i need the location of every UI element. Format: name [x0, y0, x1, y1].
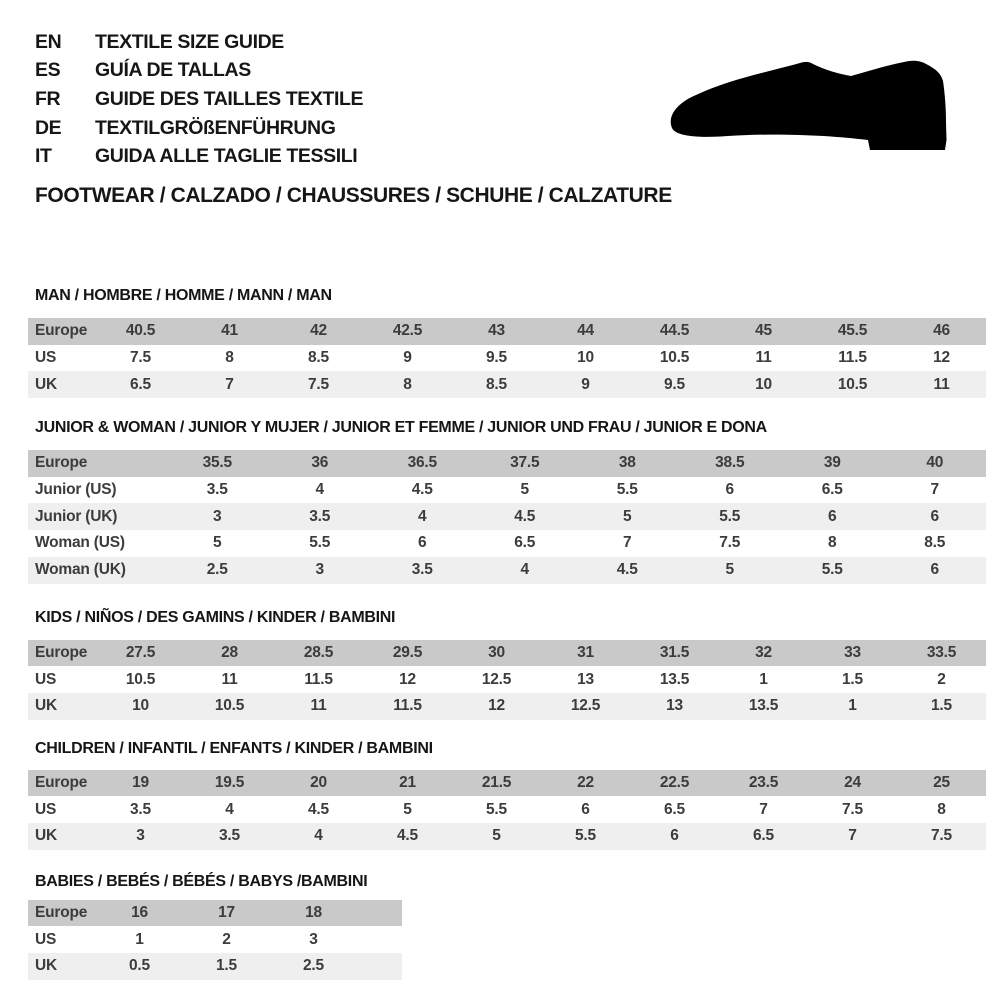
- size-cell: 5: [213, 534, 222, 552]
- size-cell: 3: [309, 930, 318, 948]
- row-label: US: [35, 670, 57, 688]
- row-label: Europe: [35, 903, 88, 921]
- size-cell: 1: [759, 670, 768, 688]
- size-cell: 27.5: [125, 643, 156, 661]
- size-cell: 5.5: [616, 481, 638, 499]
- size-row: [28, 666, 986, 693]
- size-section: [0, 286, 1000, 398]
- size-row: [28, 900, 402, 927]
- size-cell: 2: [222, 930, 231, 948]
- size-cell: 1.5: [216, 957, 237, 975]
- size-cell: 6: [670, 827, 679, 845]
- size-table: [28, 640, 986, 720]
- size-cell: 4: [314, 827, 323, 845]
- row-label: Woman (US): [35, 534, 125, 552]
- size-row: [28, 796, 986, 823]
- size-cell: 3.5: [411, 561, 433, 579]
- size-cell: 5: [623, 507, 632, 525]
- size-cell: 9.5: [664, 375, 685, 393]
- size-cell: 35.5: [202, 454, 232, 472]
- size-row: [28, 318, 986, 345]
- size-cell: 40.5: [125, 322, 156, 340]
- section-title: JUNIOR & WOMAN / JUNIOR Y MUJER / JUNIOR ET FEMME / JUNIOR UND FRAU / JUNIOR E DONA: [35, 419, 767, 437]
- row-label: US: [35, 349, 57, 367]
- row-label: Europe: [35, 454, 88, 472]
- size-cell: 4.5: [411, 481, 433, 499]
- size-cell: 28: [221, 643, 238, 661]
- size-cell: 6: [930, 507, 939, 525]
- size-table: [28, 770, 986, 850]
- size-cell: 40: [926, 454, 944, 472]
- size-cell: 8.5: [486, 375, 507, 393]
- size-cell: 32: [755, 643, 772, 661]
- size-cell: 0.5: [129, 957, 150, 975]
- size-cell: 13: [666, 697, 683, 715]
- language-code: IT: [35, 145, 52, 168]
- row-label: Europe: [35, 643, 88, 661]
- language-code: FR: [35, 87, 61, 110]
- size-cell: 31: [577, 643, 594, 661]
- size-cell: 36: [311, 454, 329, 472]
- size-cell: 10: [755, 375, 772, 393]
- language-title: GUÍA DE TALLAS: [95, 59, 251, 82]
- size-cell: 20: [310, 773, 327, 791]
- size-cell: 33.5: [926, 643, 957, 661]
- size-table: [28, 318, 986, 398]
- size-section: [0, 872, 1000, 980]
- size-cell: 10.5: [837, 375, 868, 393]
- size-cell: 6.5: [130, 375, 151, 393]
- size-cell: 5.5: [309, 534, 331, 552]
- size-cell: 29.5: [392, 643, 423, 661]
- size-cell: 6: [581, 800, 590, 818]
- size-row: [28, 640, 986, 667]
- size-section: [0, 739, 1000, 850]
- size-cell: 5: [725, 561, 734, 579]
- size-cell: 5.5: [486, 800, 507, 818]
- size-cell: 2.5: [206, 561, 228, 579]
- row-label: UK: [35, 375, 57, 393]
- spacer-cell: [357, 953, 402, 980]
- size-cell: 43: [488, 322, 505, 340]
- size-cell: 13.5: [748, 697, 779, 715]
- size-cell: 42.5: [392, 322, 423, 340]
- row-label: UK: [35, 957, 57, 975]
- size-cell: 10.5: [125, 670, 156, 688]
- size-cell: 8: [403, 375, 412, 393]
- size-cell: 8.5: [308, 349, 329, 367]
- size-cell: 3.5: [130, 800, 151, 818]
- size-cell: 23.5: [748, 773, 779, 791]
- section-title: BABIES / BEBÉS / BÉBÉS / BABYS /BAMBINI: [35, 872, 368, 890]
- size-cell: 7.5: [719, 534, 741, 552]
- size-cell: 19.5: [214, 773, 245, 791]
- size-row: [28, 345, 986, 372]
- size-row: [28, 530, 986, 557]
- size-cell: 22.5: [659, 773, 690, 791]
- size-cell: 31.5: [659, 643, 690, 661]
- size-cell: 6.5: [514, 534, 536, 552]
- row-label: US: [35, 930, 57, 948]
- size-cell: 5: [520, 481, 529, 499]
- size-cell: 5: [492, 827, 501, 845]
- size-cell: 3.5: [206, 481, 228, 499]
- size-cell: 19: [132, 773, 149, 791]
- size-row: [28, 450, 986, 477]
- size-cell: 38: [618, 454, 636, 472]
- size-cell: 45: [755, 322, 772, 340]
- size-cell: 11: [933, 375, 950, 393]
- language-title: TEXTILE SIZE GUIDE: [95, 30, 284, 53]
- language-title: GUIDE DES TAILLES TEXTILE: [95, 87, 364, 110]
- size-cell: 9: [581, 375, 590, 393]
- size-cell: 2: [937, 670, 946, 688]
- size-cell: 17: [218, 903, 235, 921]
- size-cell: 46: [933, 322, 950, 340]
- size-cell: 3.5: [219, 827, 240, 845]
- size-row: [28, 477, 986, 504]
- row-label: Europe: [35, 322, 88, 340]
- category-title: FOOTWEAR / CALZADO / CHAUSSURES / SCHUHE / CALZATURE: [35, 184, 672, 207]
- size-cell: 10.5: [214, 697, 245, 715]
- size-cell: 10.5: [659, 349, 690, 367]
- size-cell: 4: [225, 800, 234, 818]
- size-cell: 11.5: [304, 670, 333, 688]
- size-cell: 2.5: [303, 957, 324, 975]
- size-cell: 6.5: [664, 800, 685, 818]
- row-label: Junior (US): [35, 481, 117, 499]
- section-title: KIDS / NIÑOS / DES GAMINS / KINDER / BAMBINI: [35, 608, 396, 626]
- size-row: [28, 953, 402, 980]
- size-cell: 18: [305, 903, 322, 921]
- size-cell: 6: [418, 534, 427, 552]
- size-cell: 10: [132, 697, 149, 715]
- size-cell: 12.5: [481, 670, 512, 688]
- size-cell: 7.5: [842, 800, 863, 818]
- size-cell: 4.5: [514, 507, 536, 525]
- size-cell: 39: [823, 454, 841, 472]
- size-cell: 13.5: [659, 670, 690, 688]
- size-cell: 11: [310, 697, 327, 715]
- size-cell: 7.5: [931, 827, 952, 845]
- size-table: [28, 450, 986, 583]
- size-cell: 24: [844, 773, 861, 791]
- size-cell: 16: [131, 903, 148, 921]
- size-cell: 42: [310, 322, 327, 340]
- size-cell: 4: [520, 561, 529, 579]
- size-cell: 11.5: [393, 697, 422, 715]
- section-title: MAN / HOMBRE / HOMME / MANN / MAN: [35, 287, 332, 304]
- size-cell: 8: [828, 534, 837, 552]
- row-label: Europe: [35, 773, 88, 791]
- size-cell: 3: [136, 827, 145, 845]
- section-title: CHILDREN / INFANTIL / ENFANTS / KINDER / BAMBINI: [35, 739, 433, 757]
- size-cell: 12.5: [570, 697, 601, 715]
- size-cell: 1: [848, 697, 857, 715]
- row-label: Woman (UK): [35, 561, 126, 579]
- size-cell: 12: [399, 670, 416, 688]
- size-cell: 44.5: [659, 322, 690, 340]
- size-cell: 10: [577, 349, 594, 367]
- size-cell: 45.5: [837, 322, 868, 340]
- size-cell: 22: [577, 773, 594, 791]
- size-cell: 8: [937, 800, 946, 818]
- size-section: [0, 608, 1000, 720]
- size-cell: 8.5: [924, 534, 946, 552]
- size-row: [28, 371, 986, 398]
- size-cell: 38.5: [715, 454, 745, 472]
- size-cell: 8: [225, 349, 234, 367]
- size-cell: 12: [933, 349, 950, 367]
- size-cell: 3: [213, 507, 222, 525]
- language-code: EN: [35, 30, 62, 53]
- size-cell: 33: [844, 643, 861, 661]
- size-cell: 6: [828, 507, 837, 525]
- size-cell: 4.5: [308, 800, 329, 818]
- size-cell: 4: [315, 481, 324, 499]
- row-label: US: [35, 800, 57, 818]
- size-cell: 4.5: [616, 561, 638, 579]
- size-cell: 7: [759, 800, 768, 818]
- spacer-cell: [357, 926, 402, 953]
- row-label: Junior (UK): [35, 507, 118, 525]
- size-cell: 5: [403, 800, 412, 818]
- size-cell: 1.5: [842, 670, 863, 688]
- size-table: [28, 900, 402, 980]
- size-cell: 5.5: [821, 561, 843, 579]
- size-section: [0, 418, 1000, 583]
- language-title: GUIDA ALLE TAGLIE TESSILI: [95, 145, 358, 168]
- size-cell: 5.5: [575, 827, 596, 845]
- size-row: [28, 926, 402, 953]
- size-cell: 9.5: [486, 349, 507, 367]
- size-row: [28, 770, 986, 797]
- size-cell: 3.5: [309, 507, 331, 525]
- size-cell: 7.5: [308, 375, 329, 393]
- size-cell: 6: [725, 481, 734, 499]
- size-cell: 7: [623, 534, 632, 552]
- size-cell: 12: [488, 697, 505, 715]
- size-cell: 4.5: [397, 827, 418, 845]
- size-cell: 6: [930, 561, 939, 579]
- size-cell: 3: [315, 561, 324, 579]
- size-row: [28, 557, 986, 584]
- size-cell: 7: [930, 481, 939, 499]
- size-cell: 9: [403, 349, 412, 367]
- size-cell: 1: [135, 930, 144, 948]
- row-label: UK: [35, 697, 57, 715]
- size-cell: 25: [933, 773, 950, 791]
- size-cell: 6.5: [753, 827, 774, 845]
- size-row: [28, 823, 986, 850]
- size-cell: 41: [221, 322, 238, 340]
- size-cell: 21: [399, 773, 416, 791]
- row-label: UK: [35, 827, 57, 845]
- size-cell: 7: [225, 375, 234, 393]
- spacer-cell: [357, 900, 402, 927]
- size-row: [28, 693, 986, 720]
- language-code: ES: [35, 59, 61, 82]
- size-cell: 30: [488, 643, 505, 661]
- size-cell: 44: [577, 322, 594, 340]
- size-cell: 36.5: [407, 454, 437, 472]
- size-cell: 7.5: [130, 349, 151, 367]
- size-cell: 11: [221, 670, 238, 688]
- size-cell: 5.5: [719, 507, 741, 525]
- size-cell: 37.5: [510, 454, 540, 472]
- language-code: DE: [35, 116, 62, 139]
- size-cell: 28.5: [303, 643, 334, 661]
- size-cell: 6.5: [821, 481, 843, 499]
- size-cell: 11.5: [838, 349, 867, 367]
- language-title: TEXTILGRÖßENFÜHRUNG: [95, 116, 336, 139]
- size-cell: 1.5: [931, 697, 952, 715]
- size-cell: 21.5: [481, 773, 512, 791]
- size-cell: 13: [577, 670, 594, 688]
- size-cell: 7: [848, 827, 857, 845]
- size-cell: 11: [755, 349, 772, 367]
- size-row: [28, 503, 986, 530]
- size-cell: 4: [418, 507, 427, 525]
